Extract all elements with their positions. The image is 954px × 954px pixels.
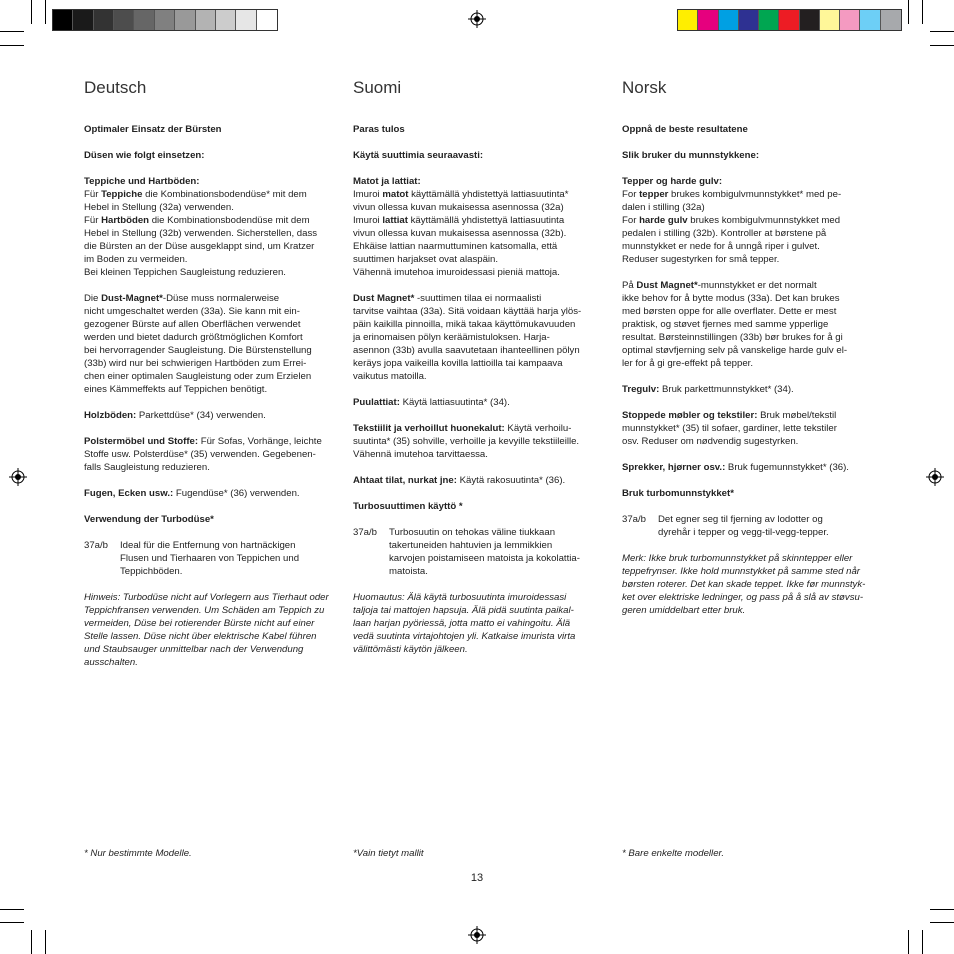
color-swatch	[698, 10, 718, 30]
paragraph-line: Vähennä imutehoa tarvittaessa.	[353, 449, 488, 460]
paragraph-line: Bei kleinen Teppichen Saugleistung reduzieren.	[84, 267, 286, 278]
item-line: matoista.	[389, 566, 428, 577]
paragraph-title: Matot ja lattiat:	[353, 176, 421, 187]
item-code: 37a/b	[353, 527, 378, 538]
paragraph-line: Polstermöbel und Stoffe: Für Sofas, Vorhänge, leichte	[84, 436, 322, 447]
color-swatch	[236, 10, 256, 30]
crop-mark	[930, 922, 954, 923]
paragraph-line: suutinta* (35) sohville, verhoille ja kevyille tekstiileille.	[353, 436, 580, 447]
crop-mark	[0, 31, 24, 32]
grayscale-color-bar	[52, 9, 278, 31]
paragraph-line: Ahtaat tilat, nurkat jne: Käytä rakosuutinta* (36).	[353, 475, 566, 486]
paragraph-line: falls Saugleistung reduzieren.	[84, 462, 210, 473]
column-heading: Suomi	[353, 78, 402, 97]
paragraph-line: optimal støvfjerning selv på vanskelige harde gulv el-	[622, 345, 848, 356]
crop-mark	[31, 930, 32, 954]
paragraph-line: med børsten oppe for alle overflater. Dette er mest	[622, 306, 837, 317]
footnote: * Bare enkelte modeller.	[622, 848, 725, 859]
color-swatch	[216, 10, 236, 30]
paragraph-line: asennon (33b) avulla saavutetaan ihanteellinen pölyn	[353, 345, 580, 356]
column-deutsch	[84, 78, 336, 669]
color-swatch	[719, 10, 739, 30]
note-line: laan harjan pyöriessä, jotta matto ei vahingoitu. Älä	[353, 618, 571, 629]
item-line: Ideal für die Entfernung von hartnäckigen	[120, 540, 296, 551]
paragraph-line: For harde gulv brukes kombigulvmunnstykket med	[622, 215, 841, 226]
paragraph-line: Tregulv: Bruk parkettmunnstykket* (34).	[622, 384, 794, 395]
item-line: Turbosuutin on tehokas väline tiukkaan	[389, 527, 556, 538]
paragraph-line: nicht umgeschaltet werden (33a). Sie kann mit ein-	[84, 306, 300, 317]
paragraph-line: Imuroi matot käyttämällä yhdistettyä lattiasuutinta*	[353, 189, 569, 200]
paragraph-line: gezogener Bürste auf allen Oberflächen verwendet	[84, 319, 301, 330]
note-line: teppefrynser. Ikke hold munnstykket på samme sted når	[622, 566, 861, 577]
note-line: välittömästi käytön jälkeen.	[353, 644, 468, 655]
paragraph-line: eines Kämmeffekts auf Teppichen benötigt.	[84, 384, 268, 395]
paragraph-line: suuttimen harjakset ovat alaspäin.	[353, 254, 499, 265]
color-swatch	[114, 10, 134, 30]
color-swatch	[53, 10, 73, 30]
paragraph-line: Fugen, Ecken usw.: Fugendüse* (36) verwenden.	[84, 488, 300, 499]
item-line: takertuneiden hahtuvien ja lemmikkien	[389, 540, 553, 551]
numbered-item	[84, 539, 336, 578]
color-swatch	[739, 10, 759, 30]
item-line: Flusen und Tierhaaren von Teppichen und	[120, 553, 300, 564]
color-swatch	[196, 10, 216, 30]
paragraph-line: resultat. Børsteinnstillingen (33b) bør brukes for å gi	[622, 332, 843, 343]
note-line: taljoja tai mattojen hapsuja. Älä pidä suutinta paikal-	[353, 605, 574, 616]
section-title: Oppnå de beste resultatene	[622, 124, 748, 135]
crop-mark	[0, 45, 24, 46]
color-swatch	[175, 10, 195, 30]
paragraph-line: osv. Reduser om nødvendig sugestyrken.	[622, 436, 799, 447]
item-code: 37a/b	[622, 514, 647, 525]
note-line: ausschalten.	[84, 657, 138, 668]
crop-mark	[908, 0, 909, 24]
footnote: * Nur bestimmte Modelle.	[84, 848, 192, 859]
item-code: 37a/b	[84, 540, 109, 551]
note-line: geren umiddelbart etter bruk.	[622, 605, 746, 616]
note-line: Stelle lassen. Düse nicht über elektrische Kabel führen	[84, 631, 317, 642]
color-swatch	[73, 10, 93, 30]
crop-mark	[0, 909, 24, 910]
crop-mark	[908, 930, 909, 954]
section-subtitle: Käytä suuttimia seuraavasti:	[353, 150, 484, 161]
paragraph-line: Stoffe usw. Polsterdüse* (35) verwenden. Gegebenen-	[84, 449, 316, 460]
paragraph-line: Die Dust-Magnet*-Düse muss normalerweise	[84, 293, 280, 304]
crop-mark	[930, 909, 954, 910]
paragraph-line: Hebel in Stellung (32b) verwenden. Sicherstellen, dass	[84, 228, 318, 239]
note-line: Teppichfransen verwenden. Um Schäden am Teppich zu	[84, 605, 325, 616]
paragraph-line: ja erinomaisen pölyn keräämistuloksen. Harja-	[353, 332, 550, 343]
numbered-item	[622, 513, 874, 539]
page-number: 13	[470, 872, 484, 884]
color-swatch	[820, 10, 840, 30]
color-swatch	[134, 10, 154, 30]
crop-mark	[930, 31, 954, 32]
paragraph-line: dalen i stilling (32a)	[622, 202, 705, 213]
paragraph-line: Holzböden: Parkettdüse* (34) verwenden.	[84, 410, 266, 421]
section-subtitle: Düsen wie folgt einsetzen:	[84, 150, 205, 161]
color-swatch	[800, 10, 820, 30]
paragraph-line: ikke behov for å bytte modus (33a). Det kan brukes	[622, 293, 840, 304]
note-line: Huomautus: Älä käytä turbosuutinta imuroidessasi	[353, 592, 567, 603]
footnote: *Vain tietyt mallit	[353, 848, 424, 859]
registration-mark-icon	[468, 10, 486, 28]
paragraph-line: Tekstiilit ja verhoillut huonekalut: Käytä verhoilu-	[353, 423, 572, 434]
paragraph-line: På Dust Magnet*-munnstykket er det normalt	[622, 280, 817, 291]
column-heading: Norsk	[622, 78, 667, 97]
paragraph-line: vivun ollessa kuvan mukaisessa asennossa (32b).	[353, 228, 567, 239]
crop-mark	[31, 0, 32, 24]
color-swatch	[678, 10, 698, 30]
paragraph-title: Bruk turbomunnstykket*	[622, 488, 734, 499]
paragraph-line: praktisk, og støvet fjernes med samme ypperlige	[622, 319, 829, 330]
item-line: dyrehår i tepper og vegg-til-vegg-tepper.	[658, 527, 829, 538]
color-swatch	[840, 10, 860, 30]
registration-mark-icon	[9, 468, 27, 486]
color-swatch	[881, 10, 901, 30]
crop-mark	[45, 930, 46, 954]
paragraph-line: Hebel in Stellung (32a) verwenden.	[84, 202, 234, 213]
paragraph-line: vivun ollessa kuvan mukaisessa asennossa (32a)	[353, 202, 564, 213]
crop-mark	[922, 0, 923, 24]
section-title: Paras tulos	[353, 124, 405, 135]
paragraph-line: päin kaikilla pinnoilla, mikä takaa käyttömukavuuden	[353, 319, 576, 330]
note-line: Merk: Ikke bruk turbomunnstykket på skinntepper eller	[622, 553, 853, 564]
column-heading: Deutsch	[84, 78, 147, 97]
paragraph-line: For tepper brukes kombigulvmunnstykket* med pe-	[622, 189, 842, 200]
paragraph-line: Puulattiat: Käytä lattiasuutinta* (34).	[353, 397, 510, 408]
item-line: karvojen poistamiseen matoista ja kokolattia-	[389, 553, 580, 564]
note-line: vermeiden, Düse bei rotierender Bürste nicht auf einer	[84, 618, 315, 629]
paragraph-line: Stoppede møbler og tekstiler: Bruk møbel/tekstil	[622, 410, 837, 421]
item-line: Teppichböden.	[120, 566, 183, 577]
process-color-bar	[677, 9, 902, 31]
crop-mark	[922, 930, 923, 954]
note-line: und Staubsauger unmittelbar nach der Verwendung	[84, 644, 304, 655]
color-swatch	[759, 10, 779, 30]
paragraph-line: Reduser sugestyrken for små tepper.	[622, 254, 780, 265]
paragraph-title: Tepper og harde gulv:	[622, 176, 723, 187]
crop-mark	[0, 922, 24, 923]
section-title: Optimaler Einsatz der Bürsten	[84, 124, 222, 135]
paragraph-line: (33b) wird nur bei schwierigen Hartböden zum Errei-	[84, 358, 307, 369]
paragraph-title: Teppiche und Hartböden:	[84, 176, 200, 187]
paragraph-line: Ehkäise lattian naarmuttuminen katsomalla, että	[353, 241, 558, 252]
paragraph-title: Turbosuuttimen käyttö *	[353, 501, 463, 512]
note-line: børsten roterer. Det kan skade teppet. Ikke før munnstyk-	[622, 579, 866, 590]
paragraph-line: im Boden zu vermeiden.	[84, 254, 188, 265]
paragraph-line: keräys jopa vaikeilla kovilla lattioilla tai kampaava	[353, 358, 563, 369]
paragraph-line: Vähennä imutehoa imuroidessasi pieniä mattoja.	[353, 267, 560, 278]
paragraph-line: Dust Magnet* -suuttimen tilaa ei normaalisti	[353, 293, 542, 304]
paragraph-line: die Bürsten an der Düse ausgeklappt sind, um Kratzer	[84, 241, 315, 252]
numbered-item	[353, 526, 605, 578]
note-line: vedä suutinta virtajohtojen yli. Katkaise imurista virta	[353, 631, 576, 642]
paragraph-line: Für Teppiche die Kombinationsbodendüse* mit dem	[84, 189, 307, 200]
color-swatch	[779, 10, 799, 30]
paragraph-line: Sprekker, hjørner osv.: Bruk fugemunnstykket* (36).	[622, 462, 849, 473]
paragraph-line: Für Hartböden die Kombinationsbodendüse mit dem	[84, 215, 310, 226]
registration-mark-icon	[926, 468, 944, 486]
color-swatch	[155, 10, 175, 30]
paragraph-line: munnstykket* (35) til sofaer, gardiner, lette tekstiler	[622, 423, 837, 434]
color-swatch	[94, 10, 114, 30]
paragraph-line: chen einer optimalen Saugleistung oder zum Erzielen	[84, 371, 312, 382]
paragraph-line: pedalen i stilling (32b). Kontroller at børstene på	[622, 228, 827, 239]
section-subtitle: Slik bruker du munnstykkene:	[622, 150, 760, 161]
paragraph-title: Verwendung der Turbodüse*	[84, 514, 214, 525]
registration-mark-icon	[468, 926, 486, 944]
paragraph-line: bei hervorragender Saugleistung. Die Bürstenstellung	[84, 345, 312, 356]
column-suomi	[353, 78, 605, 656]
color-swatch	[860, 10, 880, 30]
paragraph-line: vaikutus matoilla.	[353, 371, 427, 382]
column-norsk	[622, 78, 874, 617]
note-line: Hinweis: Turbodüse nicht auf Vorlegern aus Tierhaut oder	[84, 592, 329, 603]
paragraph-line: werden und bietet dadurch größtmöglichen Komfort	[84, 332, 303, 343]
note-line: ket over elektriske ledninger, og pass på å slå av støvsu-	[622, 592, 864, 603]
paragraph-line: Imuroi lattiat käyttämällä yhdistettyä lattiasuutinta	[353, 215, 565, 226]
crop-mark	[45, 0, 46, 24]
paragraph-line: munnstykket er nede for å unngå riper i gulvet.	[622, 241, 820, 252]
color-swatch	[257, 10, 277, 30]
crop-mark	[930, 45, 954, 46]
paragraph-line: ler for å gi gre-effekt på tepper.	[622, 358, 754, 369]
item-line: Det egner seg til fjerning av lodotter og	[658, 514, 823, 525]
paragraph-line: tarvitse vaihtaa (33a). Sitä voidaan käyttää harja ylös-	[353, 306, 582, 317]
